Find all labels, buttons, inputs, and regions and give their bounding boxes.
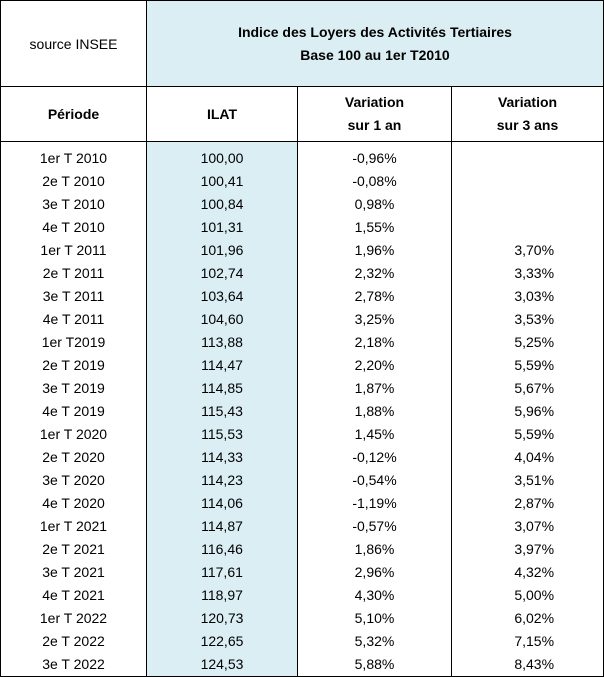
table-row bbox=[1, 193, 604, 216]
cell-periode[interactable]: 3e T 2019 bbox=[1, 377, 147, 400]
cell-periode[interactable]: 4e T 2019 bbox=[1, 400, 147, 423]
cell-ilat[interactable]: 114,06 bbox=[147, 492, 298, 515]
cell-variation-3-ans[interactable]: 4,32% bbox=[452, 561, 604, 584]
cell-variation-3-ans[interactable]: 3,07% bbox=[452, 515, 604, 538]
cell-periode[interactable]: 3e T 2022 bbox=[1, 653, 147, 677]
cell-periode[interactable]: 3e T 2021 bbox=[1, 561, 147, 584]
table-top-header bbox=[1, 1, 604, 87]
cell-variation-1-an[interactable]: 2,20% bbox=[298, 354, 452, 377]
cell-ilat[interactable]: 114,47 bbox=[147, 354, 298, 377]
cell-ilat[interactable]: 114,23 bbox=[147, 469, 298, 492]
cell-variation-3-ans[interactable]: 4,04% bbox=[452, 446, 604, 469]
cell-variation-1-an[interactable]: -1,19% bbox=[298, 492, 452, 515]
cell-variation-3-ans[interactable]: 5,59% bbox=[452, 354, 604, 377]
cell-ilat[interactable]: 114,85 bbox=[147, 377, 298, 400]
table-row bbox=[1, 377, 604, 400]
cell-periode[interactable]: 2e T 2019 bbox=[1, 354, 147, 377]
cell-variation-3-ans[interactable]: 3,53% bbox=[452, 308, 604, 331]
cell-ilat[interactable]: 115,53 bbox=[147, 423, 298, 446]
cell-ilat[interactable]: 104,60 bbox=[147, 308, 298, 331]
cell-variation-1-an[interactable]: 1,87% bbox=[298, 377, 452, 400]
cell-variation-1-an[interactable]: 0,98% bbox=[298, 193, 452, 216]
cell-ilat[interactable]: 100,41 bbox=[147, 170, 298, 193]
cell-periode[interactable]: 2e T 2021 bbox=[1, 538, 147, 561]
cell-periode[interactable]: 1er T2019 bbox=[1, 331, 147, 354]
cell-periode[interactable]: 1er T 2020 bbox=[1, 423, 147, 446]
title-line-1: Indice des Loyers des Activités Tertiaires bbox=[238, 23, 512, 40]
cell-variation-3-ans[interactable]: 5,00% bbox=[452, 584, 604, 607]
cell-ilat[interactable]: 113,88 bbox=[147, 331, 298, 354]
cell-ilat[interactable]: 122,65 bbox=[147, 630, 298, 653]
cell-variation-1-an[interactable]: -0,08% bbox=[298, 170, 452, 193]
cell-ilat[interactable]: 117,61 bbox=[147, 561, 298, 584]
cell-ilat[interactable]: 115,43 bbox=[147, 400, 298, 423]
cell-variation-1-an[interactable]: 5,88% bbox=[298, 653, 452, 677]
table-row bbox=[1, 170, 604, 193]
cell-variation-3-ans[interactable]: 8,43% bbox=[452, 653, 604, 677]
cell-variation-1-an[interactable]: 1,45% bbox=[298, 423, 452, 446]
cell-periode[interactable]: 4e T 2020 bbox=[1, 492, 147, 515]
cell-variation-3-ans[interactable] bbox=[452, 170, 604, 193]
cell-periode[interactable]: 2e T 2010 bbox=[1, 170, 147, 193]
cell-variation-1-an[interactable]: 5,32% bbox=[298, 630, 452, 653]
header-variation-1-an[interactable] bbox=[298, 87, 452, 142]
cell-variation-3-ans[interactable]: 5,59% bbox=[452, 423, 604, 446]
cell-variation-1-an[interactable]: 3,25% bbox=[298, 308, 452, 331]
table-row bbox=[1, 400, 604, 423]
cell-ilat[interactable]: 114,33 bbox=[147, 446, 298, 469]
table-row bbox=[1, 331, 604, 354]
header-var1-line-2: sur 1 an bbox=[347, 117, 402, 133]
cell-ilat[interactable]: 103,64 bbox=[147, 285, 298, 308]
cell-variation-1-an[interactable]: -0,96% bbox=[298, 147, 452, 170]
header-var3-line-2: sur 3 ans bbox=[496, 117, 559, 133]
header-var1-line-1: Variation bbox=[344, 94, 405, 110]
cell-variation-1-an[interactable]: -0,12% bbox=[298, 446, 452, 469]
cell-periode[interactable]: 1er T 2022 bbox=[1, 607, 147, 630]
cell-ilat[interactable]: 100,00 bbox=[147, 147, 298, 170]
cell-periode[interactable]: 4e T 2010 bbox=[1, 216, 147, 239]
cell-variation-1-an[interactable]: 2,18% bbox=[298, 331, 452, 354]
table-title[interactable] bbox=[147, 1, 604, 87]
table-row bbox=[1, 515, 604, 538]
cell-periode[interactable]: 1er T 2010 bbox=[1, 147, 147, 170]
cell-ilat[interactable]: 101,31 bbox=[147, 216, 298, 239]
cell-ilat[interactable]: 124,53 bbox=[147, 653, 298, 677]
cell-variation-1-an[interactable]: 1,86% bbox=[298, 538, 452, 561]
cell-variation-1-an[interactable]: 2,78% bbox=[298, 285, 452, 308]
cell-variation-1-an[interactable]: 2,96% bbox=[298, 561, 452, 584]
table-row bbox=[1, 354, 604, 377]
table-row bbox=[1, 469, 604, 492]
cell-variation-1-an[interactable]: 2,32% bbox=[298, 262, 452, 285]
table-row bbox=[1, 423, 604, 446]
cell-variation-3-ans[interactable]: 5,25% bbox=[452, 331, 604, 354]
source-label[interactable]: source INSEE bbox=[1, 1, 147, 87]
table-row bbox=[1, 492, 604, 515]
cell-variation-3-ans[interactable] bbox=[452, 147, 604, 170]
cell-periode[interactable]: 4e T 2021 bbox=[1, 584, 147, 607]
cell-variation-3-ans[interactable]: 5,67% bbox=[452, 377, 604, 400]
cell-periode[interactable]: 2e T 2020 bbox=[1, 446, 147, 469]
table-row bbox=[1, 262, 604, 285]
table-row bbox=[1, 285, 604, 308]
cell-variation-3-ans[interactable]: 6,02% bbox=[452, 607, 604, 630]
cell-periode[interactable]: 1er T 2011 bbox=[1, 239, 147, 262]
cell-ilat[interactable]: 118,97 bbox=[147, 584, 298, 607]
column-header-row bbox=[1, 87, 604, 142]
cell-periode[interactable]: 3e T 2010 bbox=[1, 193, 147, 216]
cell-variation-3-ans[interactable]: 3,51% bbox=[452, 469, 604, 492]
header-ilat[interactable]: ILAT bbox=[147, 87, 298, 142]
cell-variation-3-ans[interactable]: 3,33% bbox=[452, 262, 604, 285]
cell-variation-3-ans[interactable]: 3,70% bbox=[452, 239, 604, 262]
cell-periode[interactable]: 3e T 2020 bbox=[1, 469, 147, 492]
cell-variation-1-an[interactable]: -0,54% bbox=[298, 469, 452, 492]
cell-variation-3-ans[interactable]: 3,03% bbox=[452, 285, 604, 308]
cell-variation-1-an[interactable]: 4,30% bbox=[298, 584, 452, 607]
cell-ilat[interactable]: 114,87 bbox=[147, 515, 298, 538]
table-row bbox=[1, 239, 604, 262]
table-row bbox=[1, 653, 604, 677]
title-line-2: Base 100 au 1er T2010 bbox=[300, 46, 450, 63]
cell-variation-1-an[interactable]: 1,88% bbox=[298, 400, 452, 423]
cell-variation-3-ans[interactable]: 5,96% bbox=[452, 400, 604, 423]
table-row bbox=[1, 561, 604, 584]
cell-variation-1-an[interactable]: 1,55% bbox=[298, 216, 452, 239]
cell-periode[interactable]: 2e T 2011 bbox=[1, 262, 147, 285]
table-row bbox=[1, 308, 604, 331]
table-row bbox=[1, 446, 604, 469]
cell-ilat[interactable]: 120,73 bbox=[147, 607, 298, 630]
header-variation-3-ans[interactable] bbox=[452, 87, 604, 142]
cell-variation-3-ans[interactable]: 3,97% bbox=[452, 538, 604, 561]
cell-ilat[interactable]: 101,96 bbox=[147, 239, 298, 262]
cell-periode[interactable]: 4e T 2011 bbox=[1, 308, 147, 331]
cell-ilat[interactable]: 100,84 bbox=[147, 193, 298, 216]
header-var3-line-1: Variation bbox=[497, 94, 558, 110]
cell-variation-3-ans[interactable]: 2,87% bbox=[452, 492, 604, 515]
table-row bbox=[1, 584, 604, 607]
table-row bbox=[1, 216, 604, 239]
cell-variation-1-an[interactable]: -0,57% bbox=[298, 515, 452, 538]
table-row bbox=[1, 538, 604, 561]
table-row bbox=[1, 630, 604, 653]
cell-ilat[interactable]: 102,74 bbox=[147, 262, 298, 285]
cell-variation-1-an[interactable]: 1,96% bbox=[298, 239, 452, 262]
cell-periode[interactable]: 3e T 2011 bbox=[1, 285, 147, 308]
cell-periode[interactable]: 1er T 2021 bbox=[1, 515, 147, 538]
cell-periode[interactable]: 2e T 2022 bbox=[1, 630, 147, 653]
cell-variation-1-an[interactable]: 5,10% bbox=[298, 607, 452, 630]
cell-variation-3-ans[interactable]: 7,15% bbox=[452, 630, 604, 653]
cell-ilat[interactable]: 116,46 bbox=[147, 538, 298, 561]
cell-variation-3-ans[interactable] bbox=[452, 216, 604, 239]
header-periode[interactable]: Période bbox=[1, 87, 147, 142]
table-row bbox=[1, 607, 604, 630]
cell-variation-3-ans[interactable] bbox=[452, 193, 604, 216]
table-row bbox=[1, 147, 604, 170]
